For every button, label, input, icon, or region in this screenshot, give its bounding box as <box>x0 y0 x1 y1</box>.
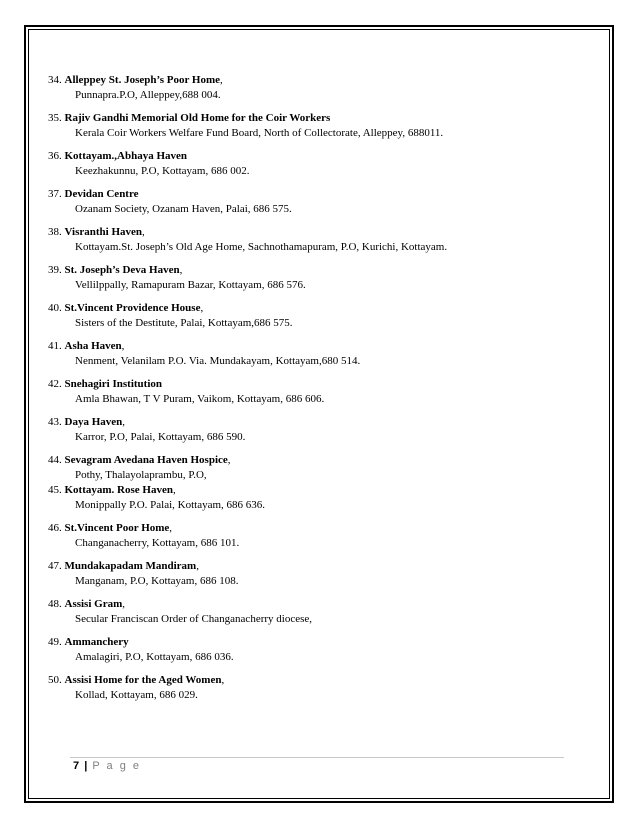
list-item <box>48 225 588 255</box>
entry-name: Rajiv Gandhi Memorial Old Home for the Coir Workers <box>64 112 331 124</box>
entry-address: Pothy, Thalayolaprambu, P.O, <box>75 469 207 481</box>
entry-number: 39. <box>48 264 62 276</box>
footer-separator: | <box>84 760 89 772</box>
entry-punct: , <box>200 302 204 314</box>
entry-number: 48. <box>48 598 62 610</box>
entry-number: 42. <box>48 378 62 390</box>
list-item <box>48 377 588 407</box>
list-item <box>48 149 588 179</box>
entry-punct: , <box>196 560 199 572</box>
entry-address: Changanacherry, Kottayam, 686 101. <box>75 537 240 549</box>
list-item <box>48 301 588 331</box>
entry-number: 37. <box>48 188 62 200</box>
entry-address: Sisters of the Destitute, Palai, Kottayam,686 575. <box>75 317 293 329</box>
list-item <box>48 111 588 141</box>
entry-number: 40. <box>48 302 62 314</box>
entry-punct: , <box>169 522 173 534</box>
entry-number: 50. <box>48 674 62 686</box>
entry-address: Manganam, P.O, Kottayam, 686 108. <box>75 575 239 587</box>
entry-number: 44. <box>48 454 62 466</box>
entry-address: Monippally P.O. Palai, Kottayam, 686 636. <box>75 499 266 511</box>
page-number: 7 <box>73 760 81 772</box>
entry-address: Ozanam Society, Ozanam Haven, Palai, 686 575. <box>75 203 292 215</box>
list-item <box>48 73 588 103</box>
entry-number: 36. <box>48 150 62 162</box>
entry-address: Amla Bhawan, T V Puram, Vaikom, Kottayam, 686 606. <box>75 393 325 405</box>
entry-name: Snehagiri Institution <box>64 378 162 390</box>
entry-address: Nenment, Velanilam P.O. Via. Mundakayam, Kottayam,680 514. <box>75 355 361 367</box>
entry-address: Keezhakunnu, P.O, Kottayam, 686 002. <box>75 165 250 177</box>
entry-number: 38. <box>48 226 62 238</box>
entry-punct: , <box>179 264 183 276</box>
entry-address: Amalagiri, P.O, Kottayam, 686 036. <box>75 651 234 663</box>
entry-punct: , <box>172 484 176 496</box>
entry-number: 45. <box>48 484 62 496</box>
entry-address: Secular Franciscan Order of Changanacherry diocese, <box>75 613 313 625</box>
entry-punct: , <box>227 454 231 466</box>
entry-name: Asha Haven <box>64 340 122 352</box>
entry-number: 35. <box>48 112 62 124</box>
entry-name: Kottayam.,Abhaya Haven <box>64 150 188 162</box>
entry-punct: , <box>220 74 223 86</box>
entry-name: Sevagram Avedana Haven Hospice <box>64 454 228 466</box>
entry-number: 43. <box>48 416 62 428</box>
entry-address: Kerala Coir Workers Welfare Fund Board, North of Collectorate, Alleppey, 688011. <box>75 127 444 139</box>
entry-punct: , <box>221 674 225 686</box>
entry-number: 49. <box>48 636 62 648</box>
list-item <box>48 483 588 513</box>
entry-punct: , <box>121 340 125 352</box>
entry-address: Punnapra.P.O, Alleppey,688 004. <box>75 89 221 101</box>
entry-name: Visranthi Haven <box>64 226 143 238</box>
entry-name: St.Vincent Poor Home <box>64 522 170 534</box>
list-item <box>48 263 588 293</box>
entry-address: Kottayam.St. Joseph’s Old Age Home, Sachnothamapuram, P.O, Kurichi, Kottayam. <box>75 241 448 253</box>
entry-number: 47. <box>48 560 62 572</box>
entry-name: Assisi Gram <box>64 598 123 610</box>
entry-address: Vellilppally, Ramapuram Bazar, Kottayam, 686 576. <box>75 279 306 291</box>
entry-name: Kottayam. Rose Haven <box>64 484 173 496</box>
list-item <box>48 597 588 627</box>
entry-name: Daya Haven <box>64 416 123 428</box>
entry-punct: , <box>122 598 125 610</box>
entry-name: Alleppey St. Joseph’s Poor Home <box>64 74 221 86</box>
entry-name: St. Joseph’s Deva Haven <box>64 264 180 276</box>
page-label: P a g e <box>92 760 141 772</box>
entry-name: Mundakapadam Mandiram <box>64 560 197 572</box>
list-item <box>48 673 588 703</box>
entry-punct: , <box>142 226 145 238</box>
list-item <box>48 559 588 589</box>
list-item <box>48 635 588 665</box>
home-list <box>48 73 588 711</box>
entry-name: Devidan Centre <box>64 188 139 200</box>
entry-number: 46. <box>48 522 62 534</box>
list-item <box>48 453 588 483</box>
entry-number: 41. <box>48 340 62 352</box>
entry-number: 34. <box>48 74 62 86</box>
list-item <box>48 415 588 445</box>
list-item <box>48 187 588 217</box>
list-item <box>48 521 588 551</box>
page-footer <box>73 760 141 772</box>
entry-address: Karror, P.O, Palai, Kottayam, 686 590. <box>75 431 246 443</box>
entry-name: Ammanchery <box>64 636 129 648</box>
entry-name: Assisi Home for the Aged Women <box>64 674 222 686</box>
list-item <box>48 339 588 369</box>
entry-name: St.Vincent Providence House <box>64 302 201 314</box>
entry-punct: , <box>122 416 125 428</box>
footer-rule <box>70 757 564 758</box>
entry-address: Kollad, Kottayam, 686 029. <box>75 689 198 701</box>
